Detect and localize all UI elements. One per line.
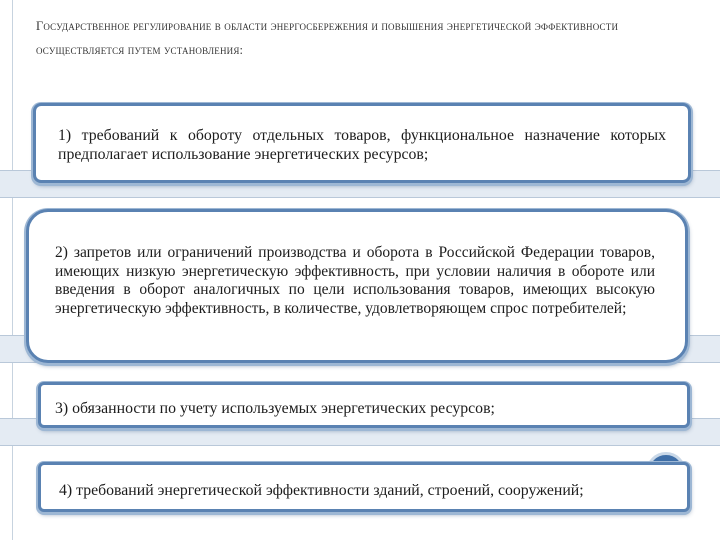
list-item-2-text: 2) запретов или ограничений производства и оборота в Российской Федерации товаров, имеющих низкую энергетическую эффективность, при условии наличия в обороте или введения в оборот аналогичных по цели использования товаров, имеющих высокую энергетическую эффективность, в количестве, удовлетворяющем спрос потребителей; bbox=[55, 244, 655, 318]
list-item-3 bbox=[38, 382, 690, 428]
slide-title: Государственное регулирование в области энергосбережения и повышения энергетической эффективности осуществляется путем установления: bbox=[36, 19, 619, 57]
sidebar-line bbox=[12, 0, 13, 540]
list-item-3-text: 3) обязанности по учету используемых энергетических ресурсов; bbox=[55, 400, 495, 417]
list-item-1-text: 1) требований к обороту отдельных товаров, функциональное назначение которых предполагает использование энергетических ресурсов; bbox=[58, 127, 666, 163]
list-item-4 bbox=[38, 462, 690, 512]
list-item-2 bbox=[26, 209, 688, 363]
list-item-4-text: 4) требований энергетической эффективности зданий, строений, сооружений; bbox=[59, 482, 584, 499]
list-item-1 bbox=[33, 103, 691, 183]
